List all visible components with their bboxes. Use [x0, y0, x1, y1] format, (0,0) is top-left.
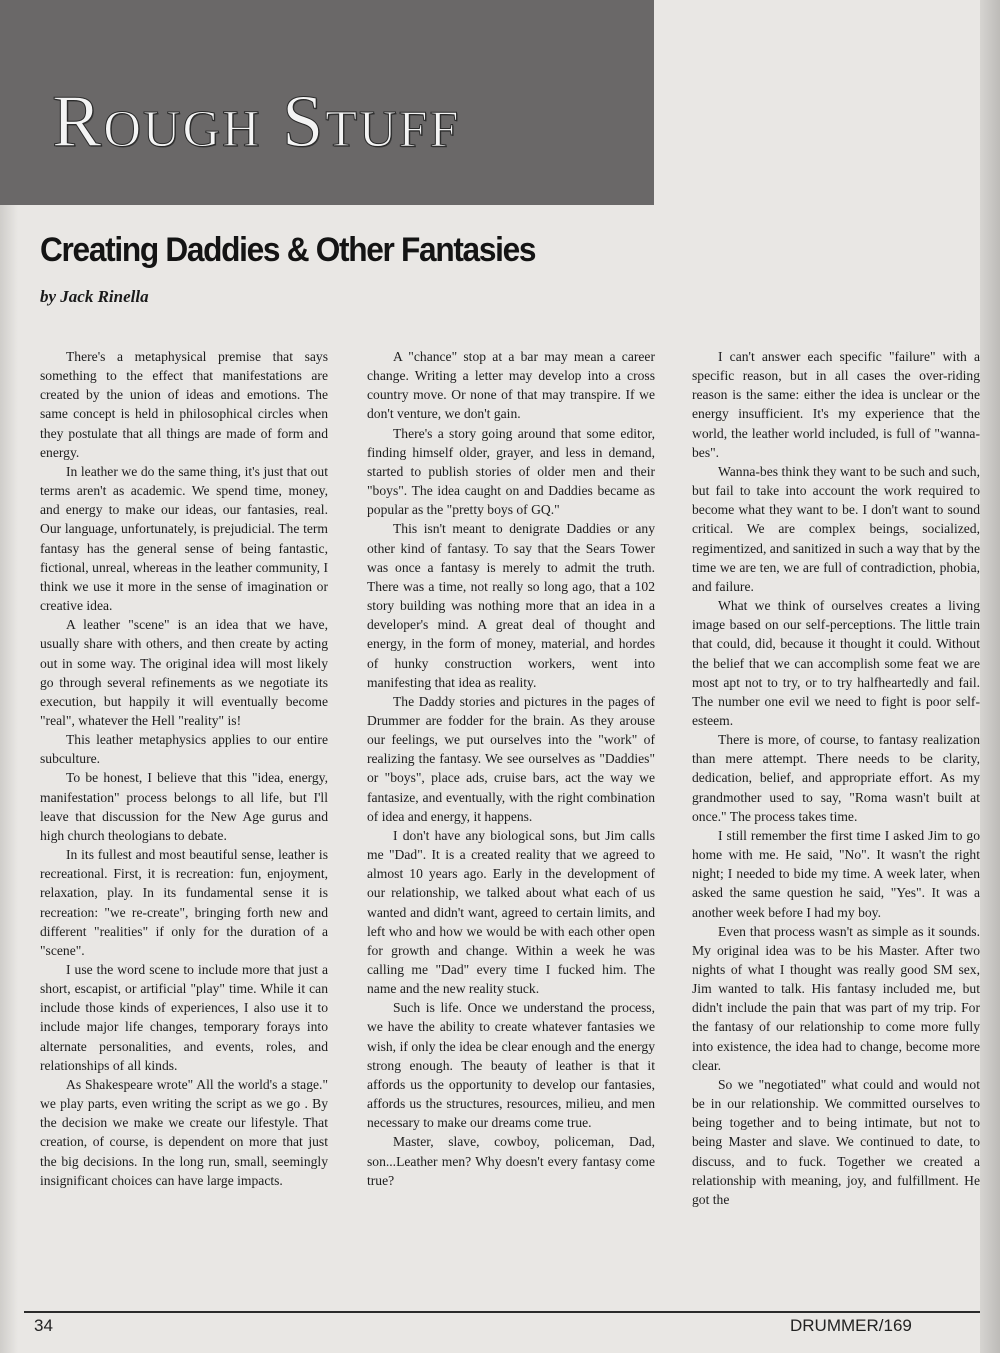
section-banner: [0, 0, 654, 205]
paragraph: So we "negotiated" what could and would not be in our relationship. We committed ourselves to being together and to being intimate, but not to being Master and slave. We continued to date, to discuss, and to fuck. Together we created a relationship with meaning, joy, and fulfillment. He got the: [692, 1076, 980, 1207]
paragraph: A leather "scene" is an idea that we have, usually share with others, and then create by acting out in some way. The original idea will most likely go through several refinements as we negotiate its execution, but happily it will eventually become "real", whatever the Hell "reality" is!: [40, 617, 328, 728]
paragraph: What we think of ourselves creates a living image based on our self-perceptions. The little train that could, did, because it thought it could. Without the belief that we can accomplish some feat we are most apt not to try, or to try halfheartedly and fail. The number one evil we need to fight is poor self-esteem.: [692, 598, 980, 728]
facing-page-edge: [980, 0, 1000, 1353]
paragraph: Even that process wasn't as simple as it sounds. My original idea was to be his Master. After two nights of what I thought was really good SM sex, Jim wanted to talk. His fantasy included me, but didn't include the pain that was part of my trip. For the fantasy of our relationship to come more fully into existence, the idea had to change, become more clear.: [692, 923, 980, 1073]
paragraph: In its fullest and most beautiful sense, leather is recreational. First, it is recreation: fun, enjoyment, relaxation, play. In its fundamental sense it is recreation: "we re-create", bringing forth new and different "realities" if only for the duration of a "scene".: [40, 847, 328, 958]
paragraph: I can't answer each specific "failure" with a specific reason, but in all cases the over-riding reason is the same: either the idea is unclear or the energy insufficient. It's my experience that the world, the leather world included, is full of "wanna-bes".: [692, 349, 980, 460]
issue-label: DRUMMER/169: [790, 1316, 912, 1335]
article-byline: by Jack Rinella: [40, 287, 149, 306]
paragraph: Wanna-bes think they want to be such and such, but fail to take into account the work required to become what they want to be. I don't want to sound critical. We are complex beings, socialized, regimentized, and sanitized in such a way that by the time we are ten, we are full of contradiction, phobia, and failure.: [692, 463, 980, 594]
paragraph: To be honest, I believe that this "idea, energy, manifestation" process belongs to all life, but I'll leave that discussion for the New Age gurus and high church theologians to debate.: [40, 770, 328, 843]
footer-rule: [24, 1311, 980, 1313]
paragraph: This isn't meant to denigrate Daddies or any other kind of fantasy. To say that the Sears Tower was once a fantasy is merely to admit the truth. There was a time, not really so long ago, that a 102 story building was nothing more that an idea in a developer's mind. A great deal of thought and energy, in the form of money, material, and hordes of hunky construction workers, went into manifesting that idea as reality.: [367, 521, 655, 690]
paragraph: There's a story going around that some editor, finding himself older, grayer, and less in demand, started to publish stories of older men and their "boys". The idea caught on and Daddies became as popular as the "pretty boys of GQ.": [367, 425, 655, 518]
paragraph: In leather we do the same thing, it's just that out terms aren't as academic. We spend time, money, and energy to make our ideas, our fantasies, real. Our language, unfortunately, is prejudicial. The term fantasy has the general sense of being fantastic, fictional, unreal, whereas in the leather community, I think we use it more in the sense of imagination or creative idea.: [40, 463, 328, 614]
page-number: 34: [34, 1316, 53, 1335]
paragraph: The Daddy stories and pictures in the pages of Drummer are fodder for the brain. As they arouse our feelings, we put ourselves into the "work" of realizing the fantasy. We see ourselves as "Daddies" or "boys", place ads, cruise bars, act the way we fantasize, and eventually, with the right combination of idea and energy, it happens.: [367, 693, 655, 824]
paragraph: There is more, of course, to fantasy realization than mere attempt. There needs to be clarity, dedication, belief, and appropriate effort. As my grandmother used to say, "Roma wasn't built at once." The process takes time.: [692, 732, 980, 824]
paragraph: I don't have any biological sons, but Jim calls me "Dad". It is a created reality that we agreed to almost 10 years ago. Early in the development of our relationship, we talked about what each of us wanted and didn't want, agreed to certain limits, and left who and how we would be with each other open for growth and change. Within a week he was calling me "Dad" every time I fucked him. The name and the new reality stuck.: [367, 827, 655, 997]
paragraph: This leather metaphysics applies to our entire subculture.: [40, 732, 328, 767]
paragraph: There's a metaphysical premise that says something to the effect that manifestations are created by the union of ideas and emotions. The same concept is held in philosophical circles when they postulate that all things are made of form and energy.: [40, 349, 328, 460]
paragraph: Such is life. Once we understand the process, we have the ability to create whatever fantasies we wish, if only the idea be clear enough and the energy strong enough. The beauty of leather is that it affords us the opportunity to develop our fantasies, affords us the structures, resources, milieu, and men necessary to make our dreams come true.: [367, 1000, 655, 1131]
article-column-1: [40, 347, 328, 1190]
article-headline: Creating Daddies & Other Fantasies: [40, 231, 536, 269]
paragraph: As Shakespeare wrote" All the world's a stage." we play parts, even writing the script as we go . By the decision we make we create our lifestyle. That creation, of course, is dependent on more that just the big decisions. In the long run, small, seemingly insignificant choices can have large impacts.: [40, 1076, 328, 1188]
paragraph: I use the word scene to include more that just a short, escapist, or artificial "play" time. While it can include those kinds of experiences, I also use it to include major life changes, temporary forays into alternate personalities, and events, roles, and relationships of all kinds.: [40, 962, 328, 1073]
article-column-2: [367, 347, 655, 1190]
article-column-3: [692, 347, 980, 1209]
paragraph: I still remember the first time I asked Jim to go home with me. He said, "No". It wasn't the right night; I needed to bide my time. A week later, when asked the same question he said, "Yes". It was a another week before I had my boy.: [692, 827, 980, 920]
paragraph: Master, slave, cowboy, policeman, Dad, son...Leather men? Why doesn't every fantasy come true?: [367, 1134, 655, 1188]
paragraph: A "chance" stop at a bar may mean a career change. Writing a letter may develop into a cross country move. Or none of that may transpire. If we don't venture, we don't gain.: [367, 349, 655, 422]
section-title: Rough Stuff: [52, 81, 461, 163]
